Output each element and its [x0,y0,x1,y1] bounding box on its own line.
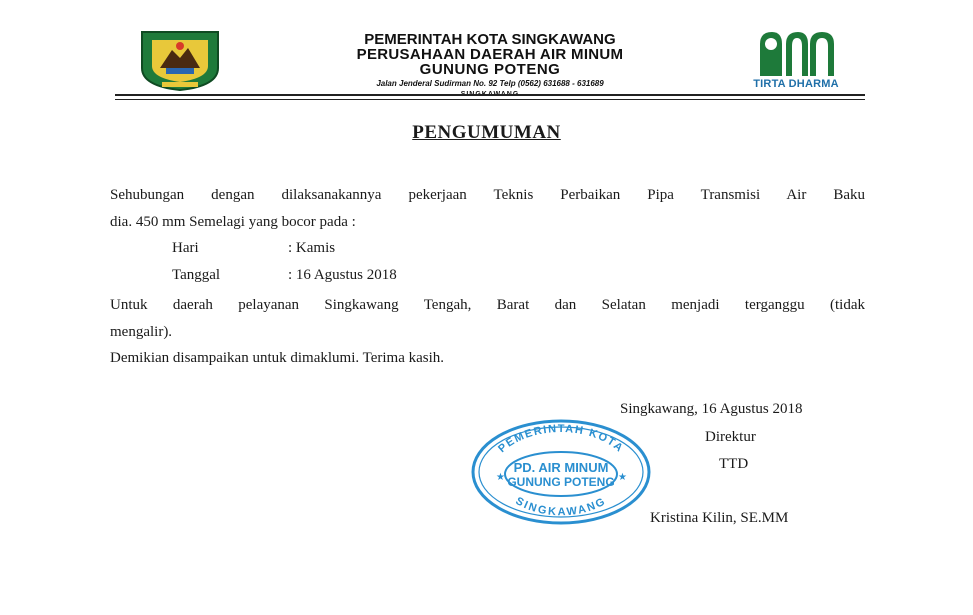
document-title: PENGUMUMAN [412,122,561,143]
hari-label: Hari [172,240,199,256]
paragraph-affected-area [110,292,865,346]
letterhead-address: Jalan Jenderal Sudirman No. 92 Telp (0562) 631688 - 631689 [376,79,604,88]
paragraph-intro-line1: Sehubungan dengan dilaksanakannya pekerjaan Teknis Perbaikan Pipa Transmisi Air Baku [110,187,865,203]
stamp-center-line2: GUNUNG POTENG [507,475,615,489]
letterhead-rule-thin [115,99,865,100]
company-stamp [470,418,652,526]
paragraph-affected-line2: mengalir). [110,324,173,340]
signature-name: Kristina Kilin, SE.MM [650,510,789,526]
signature-ttd: TTD [719,456,749,472]
paragraph-intro [110,182,865,236]
stamp-star-right-icon: ★ [618,472,627,483]
stamp-bottom-text: SINGKAWANG [513,495,609,519]
tirta-dharma-icon [748,30,844,78]
tirta-dharma-logo [748,30,844,94]
signature-position: Direktur [705,429,756,445]
city-emblem-logo [132,28,228,92]
paragraph-affected-line1: Untuk daerah pelayanan Singkawang Tengah, Barat dan Selatan menjadi terganggu (tidak [110,297,865,313]
tanggal-label: Tanggal [172,267,221,283]
tirta-dharma-label: TIRTA DHARMA [753,78,839,90]
stamp-star-left-icon: ★ [496,472,505,483]
letterhead-line2: PERUSAHAAN DAERAH AIR MINUM [356,46,624,63]
letterhead-city: SINGKAWANG [460,91,520,98]
stamp-top-text: PEMERINTAH KOTA [496,422,626,456]
letterhead [240,32,740,101]
stamp-center-line1: PD. AIR MINUM [513,460,609,475]
tanggal-value: : 16 Agustus 2018 [288,267,397,283]
paragraph-intro-line2: dia. 450 mm Semelagi yang bocor pada : [110,214,356,230]
svg-text:SINGKAWANG [513,495,608,518]
letterhead-rule-thick [115,94,865,96]
paragraph-closing: Demikian disampaikan untuk dimaklumi. Terima kasih. [110,350,445,366]
hari-value: : Kamis [288,240,336,256]
letterhead-line3: GUNUNG POTENG [419,61,561,78]
signature-place-date: Singkawang, 16 Agustus 2018 [620,401,803,417]
letterhead-line1: PEMERINTAH KOTA SINGKAWANG [364,31,616,48]
